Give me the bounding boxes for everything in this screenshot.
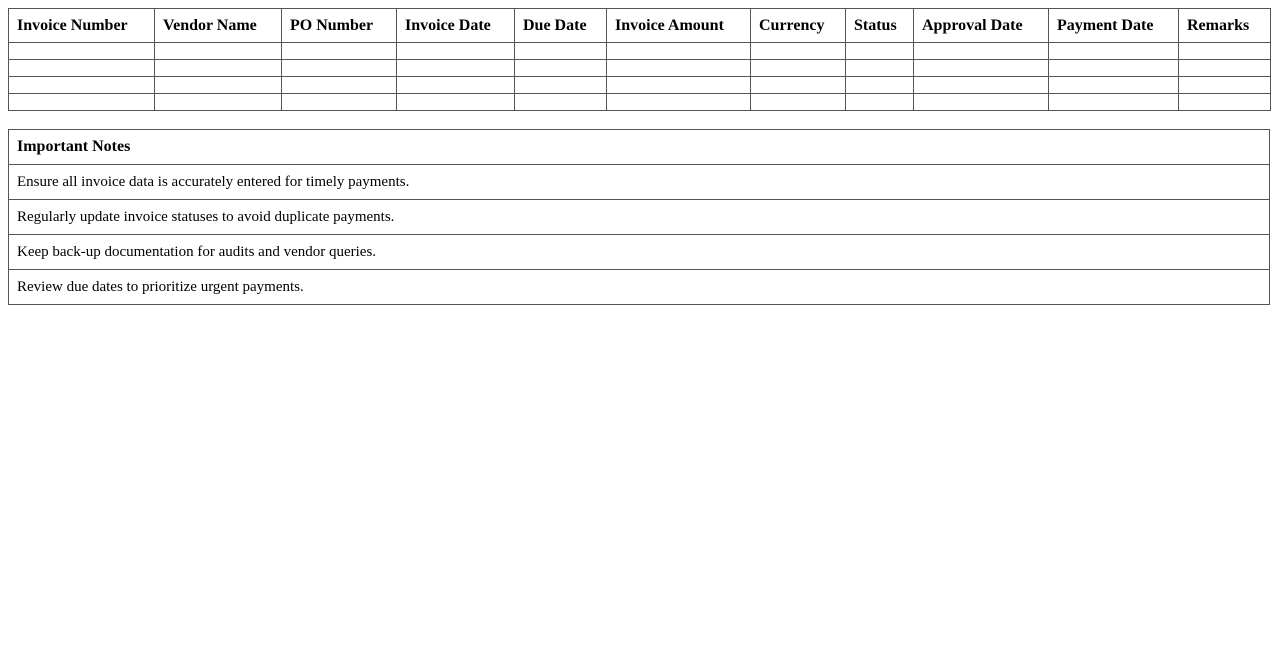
table-cell[interactable]: [9, 60, 155, 77]
document-page: [0, 0, 1278, 305]
table-cell[interactable]: [914, 77, 1049, 94]
column-header-invoice-date: Invoice Date: [397, 9, 515, 43]
table-cell[interactable]: [846, 94, 914, 111]
table-cell[interactable]: [155, 77, 282, 94]
column-header-vendor-name: Vendor Name: [155, 9, 282, 43]
column-header-invoice-amount: Invoice Amount: [607, 9, 751, 43]
table-cell[interactable]: [846, 43, 914, 60]
table-cell[interactable]: [1179, 77, 1271, 94]
table-row: [9, 60, 1271, 77]
note-text: Regularly update invoice statuses to avoid duplicate payments.: [9, 200, 1270, 235]
table-cell[interactable]: [282, 43, 397, 60]
table-cell[interactable]: [751, 94, 846, 111]
table-cell[interactable]: [282, 77, 397, 94]
note-text: Review due dates to prioritize urgent payments.: [9, 270, 1270, 305]
column-header-due-date: Due Date: [515, 9, 607, 43]
notes-title: Important Notes: [9, 130, 1270, 165]
note-text: Keep back-up documentation for audits and vendor queries.: [9, 235, 1270, 270]
list-item: [9, 235, 1270, 270]
important-notes-table: [8, 129, 1270, 305]
table-cell[interactable]: [515, 77, 607, 94]
table-cell[interactable]: [607, 43, 751, 60]
list-item: [9, 165, 1270, 200]
table-cell[interactable]: [751, 77, 846, 94]
table-cell[interactable]: [515, 60, 607, 77]
table-cell[interactable]: [914, 43, 1049, 60]
column-header-po-number: PO Number: [282, 9, 397, 43]
table-cell[interactable]: [1049, 77, 1179, 94]
table-cell[interactable]: [1179, 43, 1271, 60]
invoice-table-header-row: [9, 9, 1271, 43]
table-cell[interactable]: [607, 94, 751, 111]
notes-header-row: [9, 130, 1270, 165]
table-cell[interactable]: [397, 94, 515, 111]
note-text: Ensure all invoice data is accurately entered for timely payments.: [9, 165, 1270, 200]
table-cell[interactable]: [1049, 43, 1179, 60]
table-cell[interactable]: [846, 77, 914, 94]
invoice-table: [8, 8, 1271, 111]
list-item: [9, 270, 1270, 305]
table-cell[interactable]: [515, 94, 607, 111]
table-cell[interactable]: [155, 94, 282, 111]
column-header-currency: Currency: [751, 9, 846, 43]
table-row: [9, 94, 1271, 111]
table-cell[interactable]: [9, 43, 155, 60]
table-row: [9, 77, 1271, 94]
column-header-invoice-number: Invoice Number: [9, 9, 155, 43]
table-cell[interactable]: [9, 94, 155, 111]
column-header-payment-date: Payment Date: [1049, 9, 1179, 43]
table-cell[interactable]: [1049, 60, 1179, 77]
table-cell[interactable]: [1179, 94, 1271, 111]
column-header-approval-date: Approval Date: [914, 9, 1049, 43]
table-cell[interactable]: [155, 60, 282, 77]
table-cell[interactable]: [751, 43, 846, 60]
table-cell[interactable]: [751, 60, 846, 77]
table-cell[interactable]: [397, 77, 515, 94]
table-cell[interactable]: [515, 43, 607, 60]
table-cell[interactable]: [282, 60, 397, 77]
table-cell[interactable]: [914, 94, 1049, 111]
table-cell[interactable]: [9, 77, 155, 94]
table-cell[interactable]: [1049, 94, 1179, 111]
table-cell[interactable]: [1179, 60, 1271, 77]
list-item: [9, 200, 1270, 235]
column-header-status: Status: [846, 9, 914, 43]
table-cell[interactable]: [914, 60, 1049, 77]
column-header-remarks: Remarks: [1179, 9, 1271, 43]
table-cell[interactable]: [846, 60, 914, 77]
table-cell[interactable]: [607, 60, 751, 77]
table-cell[interactable]: [397, 60, 515, 77]
table-cell[interactable]: [397, 43, 515, 60]
table-row: [9, 43, 1271, 60]
table-cell[interactable]: [155, 43, 282, 60]
table-cell[interactable]: [607, 77, 751, 94]
table-cell[interactable]: [282, 94, 397, 111]
